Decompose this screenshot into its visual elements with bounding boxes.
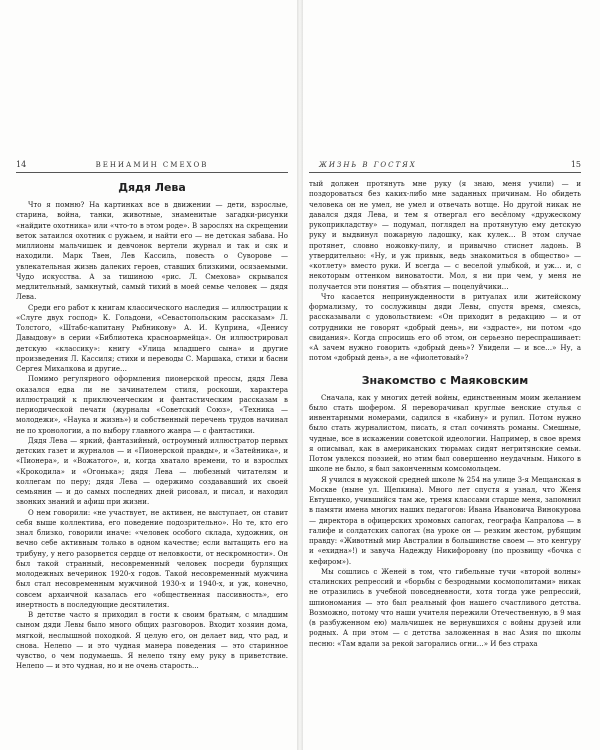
- paragraph: тый должен протянуть мне руку (я знаю, меня учили) — и поздороваться без каких-либо мне заданных причинам. Но обидеть человека он не умел, не умел и отвечать вотще. Но другой никак не давался дядя Лева, и тем я отвергал его весёлому «дружескому рукоприкладству» — подумал, поглядел на протянутую ему детскую руку и выдвинул пожарную ладошку, как кулек… В этом случае протянет, словно ножовку-пилу, и привычно стиснет ладонь. В утвердительно: «Ну, и уж привык, ведь знакомиться в общество» — «котлету» вместо руки. И всегда — с веселой улыбкой, и уж… и, с некоторым оттенком виноватости. Мол, я ни при чем, у меня не получается эти понятия — объятия — поцелуйчики…: [309, 180, 581, 291]
- paragraph: Дядя Лева — яркий, фантазийный, остроумный иллюстратор первых детских газет и журналов — и «Пионерской правды», и «Затейника», и «Пионера», и «Вожатого», и, когда хватало времени, то и взрослых «Крокодила» и «Огонька»; дядя Лева — любезный читателям и коллегам по перу; дядя Лева — одержимо создававший их своей семьянин — и до самых последних дней рисовал, и писал, и находил звонких знаний и афиш при жизни.: [16, 436, 288, 507]
- running-header-text: ЖИЗНЬ В ГОСТЯХ: [319, 161, 417, 169]
- paragraph: Сначала, как у многих детей войны, единственным моим желанием было стать шофером. Я переворачивал круглые венские стулья с инвентарными номерами, садился в «кабину» и рулил. Потом нужно было стать журналистом, писать, я стал сочинять романы. Смешные, чудные, все в искажении советской идеологии. Например, в свое время я описывал, как в американских тюрьмах сидят негритянские семьи. Потом увлекся поэзией, но этим был совершенно неудачным. Никого в школе не было, я был законченным комсомольцем.: [309, 393, 581, 474]
- page-number: 14: [16, 160, 27, 169]
- right-page: [309, 158, 581, 649]
- paragraph: В детстве часто я приходил в гости к своим братьям, с младшим сыном дяди Левы было много общих разговоров. Входит хозяин дома, мягкой, неслышной походкой. Я целую его, он делает вид, что рад, и снова. Нелепо — и это чудная манера поведения — это старинное чувство, о чем подумаешь. Я нелепо тяну ему руку в приветствие. Нелепо — и это чудная, но и не очень старость...: [16, 611, 288, 671]
- right-running-header: [309, 158, 581, 173]
- paragraph: Что я помню? На картинках все в движении — дети, взрослые, старина, война, танки, животные, знаменитые загадки-рисунки «найдите охотника» или «что-то в этом роде». В зарослях на скрещении веток затаился охотник с ружьем, и найти его — не детская забава. Но миллионы мальчишек и девчонок вертели журнал и так и сяк и находили. Марк Твен, Лев Кассиль, повесть о Суворове — увлекательная жизнь далеких героев, ставших близкими, осязаемыми. Чудо искусства. А за тишиною «рис. Л. Смехова» скрывался медлительный, замкнутый, самый тихий в моей семье человек — дядя Лева.: [16, 201, 288, 302]
- left-running-header: [16, 158, 288, 173]
- page-number: 15: [570, 160, 581, 169]
- running-header-text: ВЕНИАМИН СМЕХОВ: [95, 161, 209, 169]
- paragraph: О нем говорили: «не участвует, не активен, не выступает, он ставит себя выше коллектива, его поведение подозрительно». Но те, кто его знал близко, говорили иначе: «человек особого склада, художник, он вечно себе активным только в одном качестве; если вытащить его на трибуну, у него разорвется сердце от неловкости, от нескромности». Он был такой странный, несовременный человек посреди бурлящих молодежных вечеринок 1920-х годов. Такой несовременный мужчина был стал несовременным мужчиной 1930-х и 1940-х, и уж, конечно, совсем архаичной казалась его «общественная пассивность», его инертность в последующие десятилетия.: [16, 508, 288, 609]
- paragraph: Что касается непринужденности в ритуалах или житейскому формализму, то сослуживцы дяди Левы, спустя время, смеясь, рассказывали с удовольствием: «Он приходит в редакцию — и от сотрудники не говорят «добрый день», ни «здрасте», ни потом «до свидания». Когда спросишь его об этом, он серьезно переспрашивает: «А зачем нужно говорить «добрый день»? Увидели — и все…» Ну, а потом «добрый день», а не «фиолетовый»?: [309, 292, 581, 363]
- left-page: [16, 158, 288, 672]
- paragraph: Я учился в мужской средней школе № 254 на улице 3-я Мещанская в Москве (ныне ул. Щепкина). Много лет спустя я узнал, что Женя Евтушенко, учившийся там же, тремя классами старше меня, запомнил в памяти имена многих наших педагогов: Ивана Ивановича Винокурова — директора в офицерских хромовых сапогах, географа Капралова — в галифе и солдатских сапогах (на уроке он — резким жестом, рубящим правду: «Животный мир Австралии в большинстве своем — это кенгуру и «ехидна»!) и завуча Надежду Никифоровну (по прозвищу «бочка с кефиром»).: [309, 475, 581, 566]
- paragraph: Помимо регулярного оформления пионерской прессы, дядя Лева оказался едва ли не зачинателем стиля, роскоши, характера иллюстраций к приключенческим и фантастическим рассказам в периодической печати (журналы «Советский Союз», «Техника — молодежи», «Наука и жизнь») и собственный перечень трудов начинал не по хронологии, а по выбору главного жанра — с фантастики.: [16, 375, 288, 435]
- chapter-title: Дядя Лева: [118, 181, 186, 194]
- paragraph: Мы сошлись с Женей в том, что гибельные тучи «второй волны» сталинских репрессий и «борьбы с безродными космополитами» никак не отразились в учебной повседневности, хотя тогда уже репрессий, шпиономания — это был реальный фон нашего счастливого детства. Возможно, потому что наши учителя пережили Отечественную, в 9 мая (в разбуженном ею) мальчишек не вернувшихся с войны друзей или родных. А при этом — с детства заложенная в нас Азия по школы песню: «Там вдали за рекой загорались огни…» И без страха: [309, 567, 581, 648]
- book-gutter: [297, 0, 303, 750]
- chapter-title: Знакомство с Маяковским: [361, 373, 529, 387]
- right-page-body: [309, 179, 581, 649]
- paragraph: Среди его работ к книгам классического наследия — иллюстрации к «Слуге двух господ» К. Гольдони, «Севастопольским рассказам» Л. Толстого, «Штабс-капитану Рыбникову» А. И. Куприна, «Денису Давыдову» в серии «Библиотека красноармейца». Он иллюстрировал детскую «классику»: книгу «Улица младшего сына» и другие произведения Л. Кассиля; стихи и переводы С. Маршака, стихи и басни Сергея Михалкова и другие…: [16, 303, 288, 373]
